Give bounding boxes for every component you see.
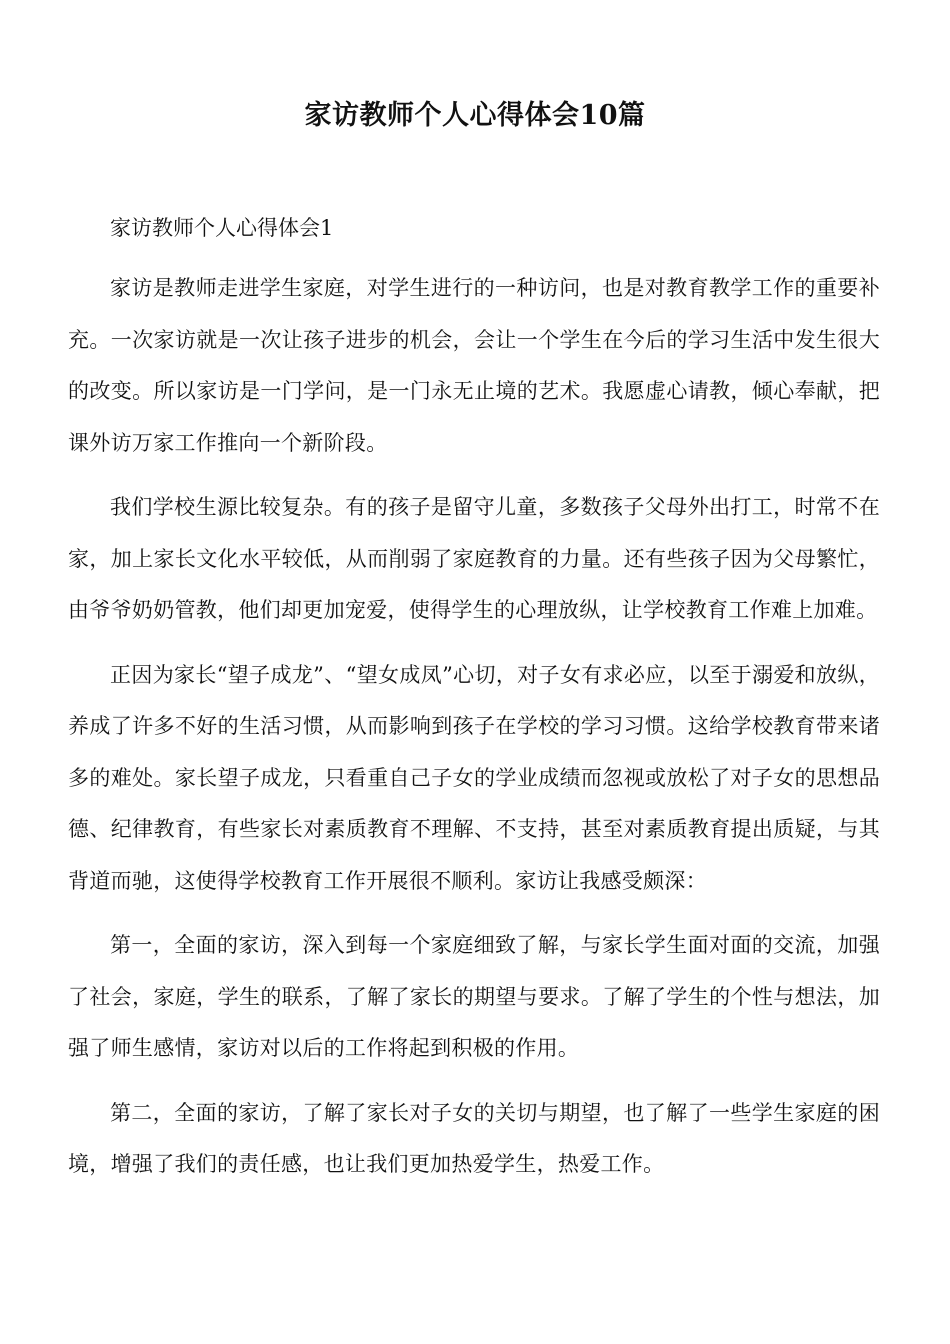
paragraph: 正因为家长“望子成龙”、“望女成凤”心切，对子女有求必应，以至于溺爱和放纵，养成了许多不好的生活习惯，从而影响到孩子在学校的学习习惯。这给学校教育带来诸多的难处。家长望子成龙，只看重自己子女的学业成绩而忽视或放松了对子女的思想品德、纪律教育，有些家长对素质教育不理解、不支持，甚至对素质教育提出质疑，与其背道而驰，这使得学校教育工作开展很不顺利。家访让我感受颇深： [68,662,880,893]
document-body [68,205,880,1204]
section-heading: 家访教师个人心得体会1 [110,216,334,240]
paragraph: 第一，全面的家访，深入到每一个家庭细致了解，与家长学生面对面的交流，加强了社会，家庭，学生的联系，了解了家长的期望与要求。了解了学生的个性与想法，加强了师生感情，家访对以后的工作将起到积极的作用。 [68,933,880,1060]
paragraph: 家访是教师走进学生家庭，对学生进行的一种访问，也是对教育教学工作的重要补充。一次家访就是一次让孩子进步的机会，会让一个学生在今后的学习生活中发生很大的改变。所以家访是一门学问，是一门永无止境的艺术。我愿虚心请教，倾心奉献，把课外访万家工作推向一个新阶段。 [68,276,880,455]
paragraph: 我们学校生源比较复杂。有的孩子是留守儿童，多数孩子父母外出打工，时常不在家，加上家长文化水平较低，从而削弱了家庭教育的力量。还有些孩子因为父母繁忙，由爷爷奶奶管教，他们却更加宠爱，使得学生的心理放纵，让学校教育工作难上加难。 [68,495,880,622]
paragraph: 第二，全面的家访，了解了家长对子女的关切与期望，也了解了一些学生家庭的困境，增强了我们的责任感，也让我们更加热爱学生，热爱工作。 [68,1100,880,1176]
document-title: 家访教师个人心得体会10篇 [304,100,646,131]
